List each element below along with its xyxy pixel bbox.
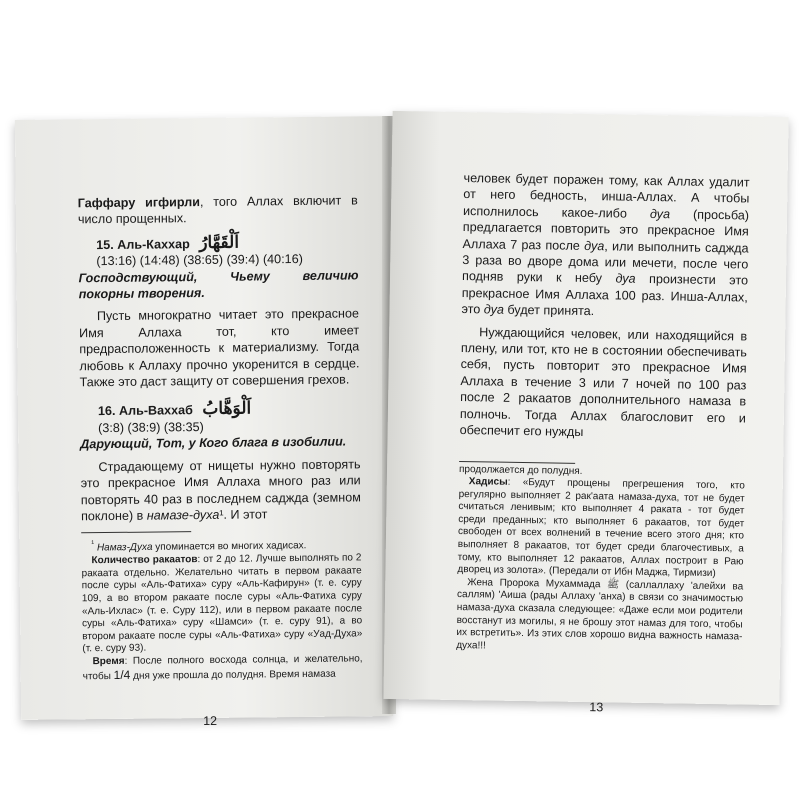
footnote-hadith-text: : «Будут прощены прегрешения того, кто регулярно выполняет 2 рак'аата намаза-духа, тот не будет считаться ленивым; кто выполняет 4 раката - тот будет среди преданных; кто выполняет 6 ракаатов, тот будет свободен от всех волнений в течение всего этого дня; кто выполняет 8 ракаатов, тот будет среди благочестивых, а тому, кто выполняет 12 ракаатов, Аллах построит в Раю дворец из золота». (Передали от Ибн Маджа, Тирмизи) <box>457 476 745 580</box>
page-number-right: 13 <box>589 700 604 715</box>
section-15-number: 15. <box>96 237 114 252</box>
footnote-time-a: : После полного восхода солнца, и желательно, чтобы <box>82 653 363 682</box>
section-15-meaning: Господствующий, Чьему величию покорны творения. <box>78 267 359 302</box>
footnote-hadith-label: Хадисы <box>468 476 508 488</box>
footnote-qty <box>81 553 362 657</box>
left-page-text <box>78 192 363 683</box>
section-16-text-a: Страдающему от нищеты нужно повторять это прекрасное Имя Аллаха много раз или повторять 40 раз в последнем саджда (земном поклоне) в <box>80 457 361 524</box>
right-paragraph-1 <box>461 170 749 322</box>
section-16-refs: (3:8) (38:9) (38:35) <box>98 419 204 435</box>
page-number-left: 12 <box>203 713 218 729</box>
footnote-line1-rest: упоминается во многих хадисах. <box>152 540 307 554</box>
footnote-time-b: дня уже прошла до полудня. Время намаза <box>130 668 336 682</box>
right-footnote <box>456 464 745 657</box>
left-page <box>15 116 393 729</box>
section-16-text-italic: намазе-духа <box>146 507 220 523</box>
p1-dua-4: дуа <box>483 302 505 317</box>
right-page <box>383 111 788 715</box>
footnote-marker: ¹ <box>91 538 95 549</box>
p1-e: будет принята. <box>503 302 595 319</box>
section-15-arabic: اَلْقَهَّارُ <box>199 232 240 253</box>
section-16-text <box>80 456 361 525</box>
footnote-aisha: Жена Пророка Мухаммада ﷺ (саллаллаху 'алейхи ва саллям) 'Аиша (рады Аллаху 'анха) в связи со значимостью намаза-духа сказала следующее: «Даже если мои родители восстанут из могилы, я не брошу этот намаз для того, чтобы их встретить». Из этих слов хорошо видна важность намаза-духа!!! <box>456 577 744 652</box>
left-footnote <box>81 535 363 684</box>
p1-dua-1: дуа <box>649 206 671 222</box>
footnote-divider <box>81 531 191 533</box>
intro-paragraph <box>78 192 358 228</box>
footnote-hadith <box>457 476 745 581</box>
section-15-text: Пусть многократно читает это прекрасное Имя Аллаха тот, кто имеет предрасположенность к материализму. Тогда любовь к Аллаху прочно укоренится в сердце. Также это даст защиту от совершения грехов. <box>79 306 360 390</box>
intro-bold: Гаффару игфирли <box>77 195 200 211</box>
footnote-time <box>82 653 362 683</box>
right-paragraph-2: Нуждающийся человек, или находящийся в плену, или тот, кто не в состоянии обеспечивать себя, пусть повторит это прекрасное Имя Аллаха в течение 3 или 7 ночей по 100 раз после 2 ракаатов дополнительного намаза в полночь. Тогда Аллах благословит его и обеспечит его нужды <box>459 324 748 440</box>
section-16-name: Аль-Ваххаб <box>118 403 193 419</box>
right-page-text <box>456 170 750 657</box>
p1-dua-2: дуа <box>584 238 605 253</box>
section-16-arabic: اَلْوَهَّابُ <box>202 398 252 420</box>
section-16-meaning: Дарующий, Тот, у Кого блага в изобилии. <box>80 434 347 452</box>
footnote-qty-text: : от 2 до 12. Лучше выполнять по 2 ракаата отдельно. Желательно читать в первом ракаате после суры «Аль-Фатиха» суру «Аль-Кафирун» (т. е. суру 109, а во втором ракаате после суры «Аль-Фатиха суру «Аль-Ихлас» (т. е. Суру 112), или в первом ракаате после суры «Аль-Фатиха» суру «Шамси» (т. е. суру 91), а во втором ракаате после суры «Аль-Фатиха» суру «Уад-Духа» (т. е. суру 93). <box>81 552 363 655</box>
intro-rest: , того Аллах включит в число прощенных. <box>77 193 358 227</box>
section-16-text-c: ¹. И этот <box>219 507 268 522</box>
section-15-name: Аль-Каххар <box>117 236 190 252</box>
p1-d: произнести это прекрасное Имя Аллаха 100 раз. Инша-Аллах, это <box>461 272 749 317</box>
p1-b: (просьба) предлагается повторить это прекрасное Имя Аллаха 7 раз после <box>462 207 750 253</box>
open-book <box>18 108 786 729</box>
section-15-refs: (13:16) (14:48) (38:65) (39:4) (40:16) <box>96 252 303 269</box>
footnote-fraction: 1/4 <box>113 667 131 682</box>
footnote-continuation: продолжается до полудня. <box>458 463 583 477</box>
footnote-qty-label: Количество ракаатов <box>91 554 198 567</box>
section-16-number: 16. <box>97 404 116 419</box>
footnote-time-label: Время <box>92 655 125 668</box>
p1-c: , или выполнить саджда 3 раза во дворе дома или мечети, после чего подняв руки к небу <box>461 238 749 286</box>
footnote-italic: Намаз-Духа <box>96 542 153 554</box>
p1-a: человек будет поражен тому, как Аллах удалит от него бедность, инша-Аллах. А чтобы исполнилось какое-либо <box>462 171 750 221</box>
p1-dua-3: дуа <box>615 271 636 287</box>
